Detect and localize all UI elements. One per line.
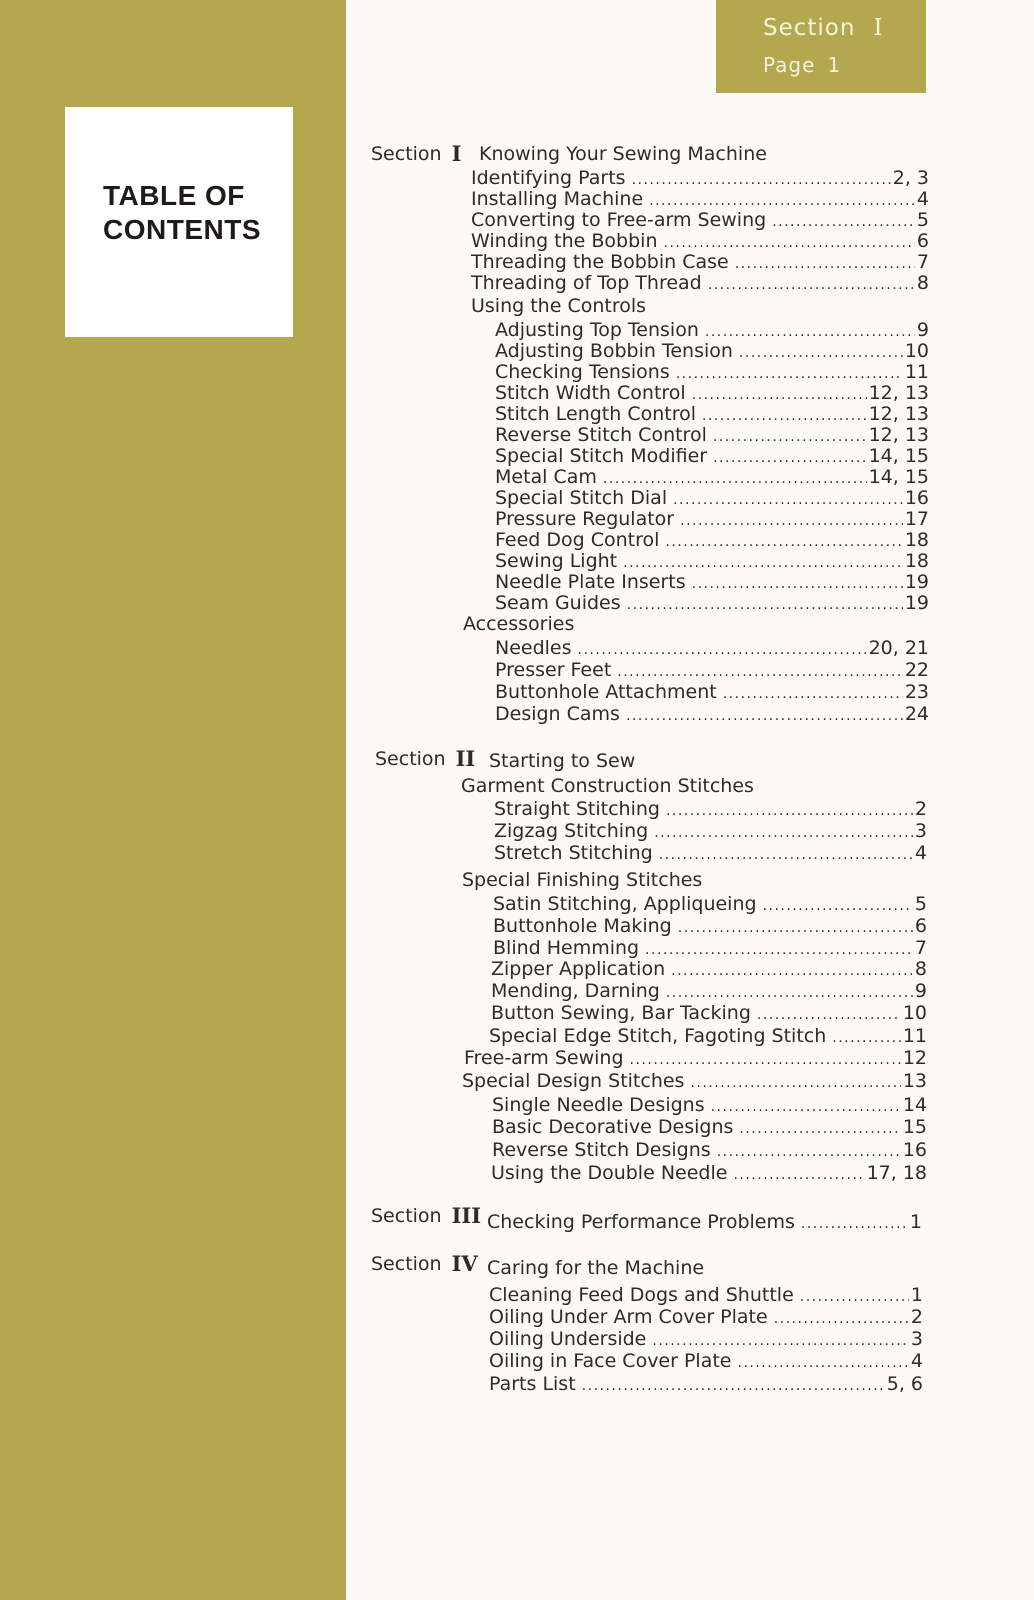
toc-entry[interactable]: Winding the Bobbin ..... 6: [471, 230, 929, 252]
toc-entry[interactable]: Button Sewing, Bar Tacking ..... 10: [491, 1002, 927, 1024]
toc-entry[interactable]: Reverse Stitch Designs ..... 16: [492, 1139, 927, 1161]
subheading-controls: Using the Controls: [471, 295, 647, 317]
toc-entry[interactable]: Feed Dog Control ..... 18: [495, 529, 929, 551]
toc-entry[interactable]: Checking Performance Problems ..... 1: [487, 1211, 922, 1233]
toc-entry[interactable]: Oiling Under Arm Cover Plate ..... 2: [489, 1306, 923, 1328]
toc-entry[interactable]: Seam Guides ..... 19: [495, 592, 929, 614]
toc-entry[interactable]: Buttonhole Attachment ..... 23: [495, 681, 929, 703]
toc-entry[interactable]: Parts List ..... 5, 6: [489, 1373, 923, 1395]
toc-entry[interactable]: Metal Cam ..... 14, 15: [495, 466, 929, 488]
toc-entry[interactable]: Sewing Light ..... 18: [495, 550, 929, 572]
toc-entry[interactable]: Presser Feet ..... 22: [495, 659, 929, 681]
subheading-garment: Garment Construction Stitches: [461, 775, 754, 797]
toc-entry[interactable]: Zigzag Stitching ..... 3: [494, 820, 927, 842]
toc-entry[interactable]: Converting to Free-arm Sewing ..... 5: [471, 209, 929, 231]
toc-entry[interactable]: Oiling in Face Cover Plate ..... 4: [489, 1350, 923, 1372]
section-label: Section IV: [371, 1251, 478, 1276]
toc-entry[interactable]: Single Needle Designs ..... 14: [492, 1094, 927, 1116]
section-label: Section II: [375, 746, 476, 771]
toc-entry[interactable]: Threading of Top Thread ..... 8: [471, 272, 929, 294]
toc-entry[interactable]: Free-arm Sewing ..... 12: [464, 1047, 927, 1069]
toc-entry[interactable]: Special Stitch Modifier ..... 14, 15: [495, 445, 929, 467]
toc-entry[interactable]: Stretch Stitching ..... 4: [494, 842, 927, 864]
toc-entry[interactable]: Cleaning Feed Dogs and Shuttle ..... 1: [489, 1284, 923, 1306]
subheading-accessories: Accessories: [463, 613, 575, 635]
section-title: Caring for the Machine: [487, 1257, 705, 1279]
toc-entry[interactable]: Using the Double Needle ..... 17, 18: [491, 1162, 927, 1184]
toc-entry[interactable]: Adjusting Bobbin Tension ..... 10: [495, 340, 929, 362]
subheading-finishing: Special Finishing Stitches: [462, 869, 703, 891]
toc-entry[interactable]: Special Stitch Dial ..... 16: [495, 487, 929, 509]
toc-entry[interactable]: Oiling Underside ..... 3: [489, 1328, 923, 1350]
toc-entry[interactable]: Special Design Stitches ..... 13: [462, 1070, 927, 1092]
toc-entry[interactable]: Basic Decorative Designs ..... 15: [492, 1116, 927, 1138]
toc-entry[interactable]: Checking Tensions ..... 11: [495, 361, 929, 383]
section-indicator: Section I: [763, 15, 884, 41]
toc-entry[interactable]: Identifying Parts ..... 2, 3: [471, 167, 929, 189]
page-number: Page 1: [763, 53, 842, 77]
toc-entry[interactable]: Installing Machine ..... 4: [471, 188, 929, 210]
toc-entry[interactable]: Straight Stitching ..... 2: [494, 798, 927, 820]
toc-entry[interactable]: Special Edge Stitch, Fagoting Stitch ..... 11: [489, 1025, 927, 1047]
toc-entry[interactable]: Reverse Stitch Control ..... 12, 13: [495, 424, 929, 446]
page-title: TABLE OF CONTENTS: [103, 180, 261, 245]
toc-entry[interactable]: Needle Plate Inserts ..... 19: [495, 571, 929, 593]
toc-entry[interactable]: Stitch Width Control ..... 12, 13: [495, 382, 929, 404]
toc-entry[interactable]: Mending, Darning ..... 9: [491, 980, 927, 1002]
toc-entry[interactable]: Pressure Regulator ..... 17: [495, 508, 929, 530]
section-label: Section I: [371, 141, 462, 166]
section-title: Knowing Your Sewing Machine: [479, 143, 767, 165]
toc-entry[interactable]: Stitch Length Control ..... 12, 13: [495, 403, 929, 425]
toc-entry[interactable]: Satin Stitching, Appliqueing ..... 5: [493, 893, 927, 915]
toc-entry[interactable]: Design Cams ..... 24: [495, 703, 929, 725]
toc-entry[interactable]: Zipper Application ..... 8: [491, 958, 927, 980]
toc-entry[interactable]: Adjusting Top Tension ..... 9: [495, 319, 929, 341]
toc-entry[interactable]: Threading the Bobbin Case ..... 7: [471, 251, 929, 273]
toc-entry[interactable]: Needles ..... 20, 21: [495, 637, 929, 659]
section-label: Section III: [371, 1203, 482, 1228]
toc-entry[interactable]: Blind Hemming ..... 7: [493, 937, 927, 959]
section-title: Starting to Sew: [489, 750, 636, 772]
toc-entry[interactable]: Buttonhole Making ..... 6: [493, 915, 927, 937]
